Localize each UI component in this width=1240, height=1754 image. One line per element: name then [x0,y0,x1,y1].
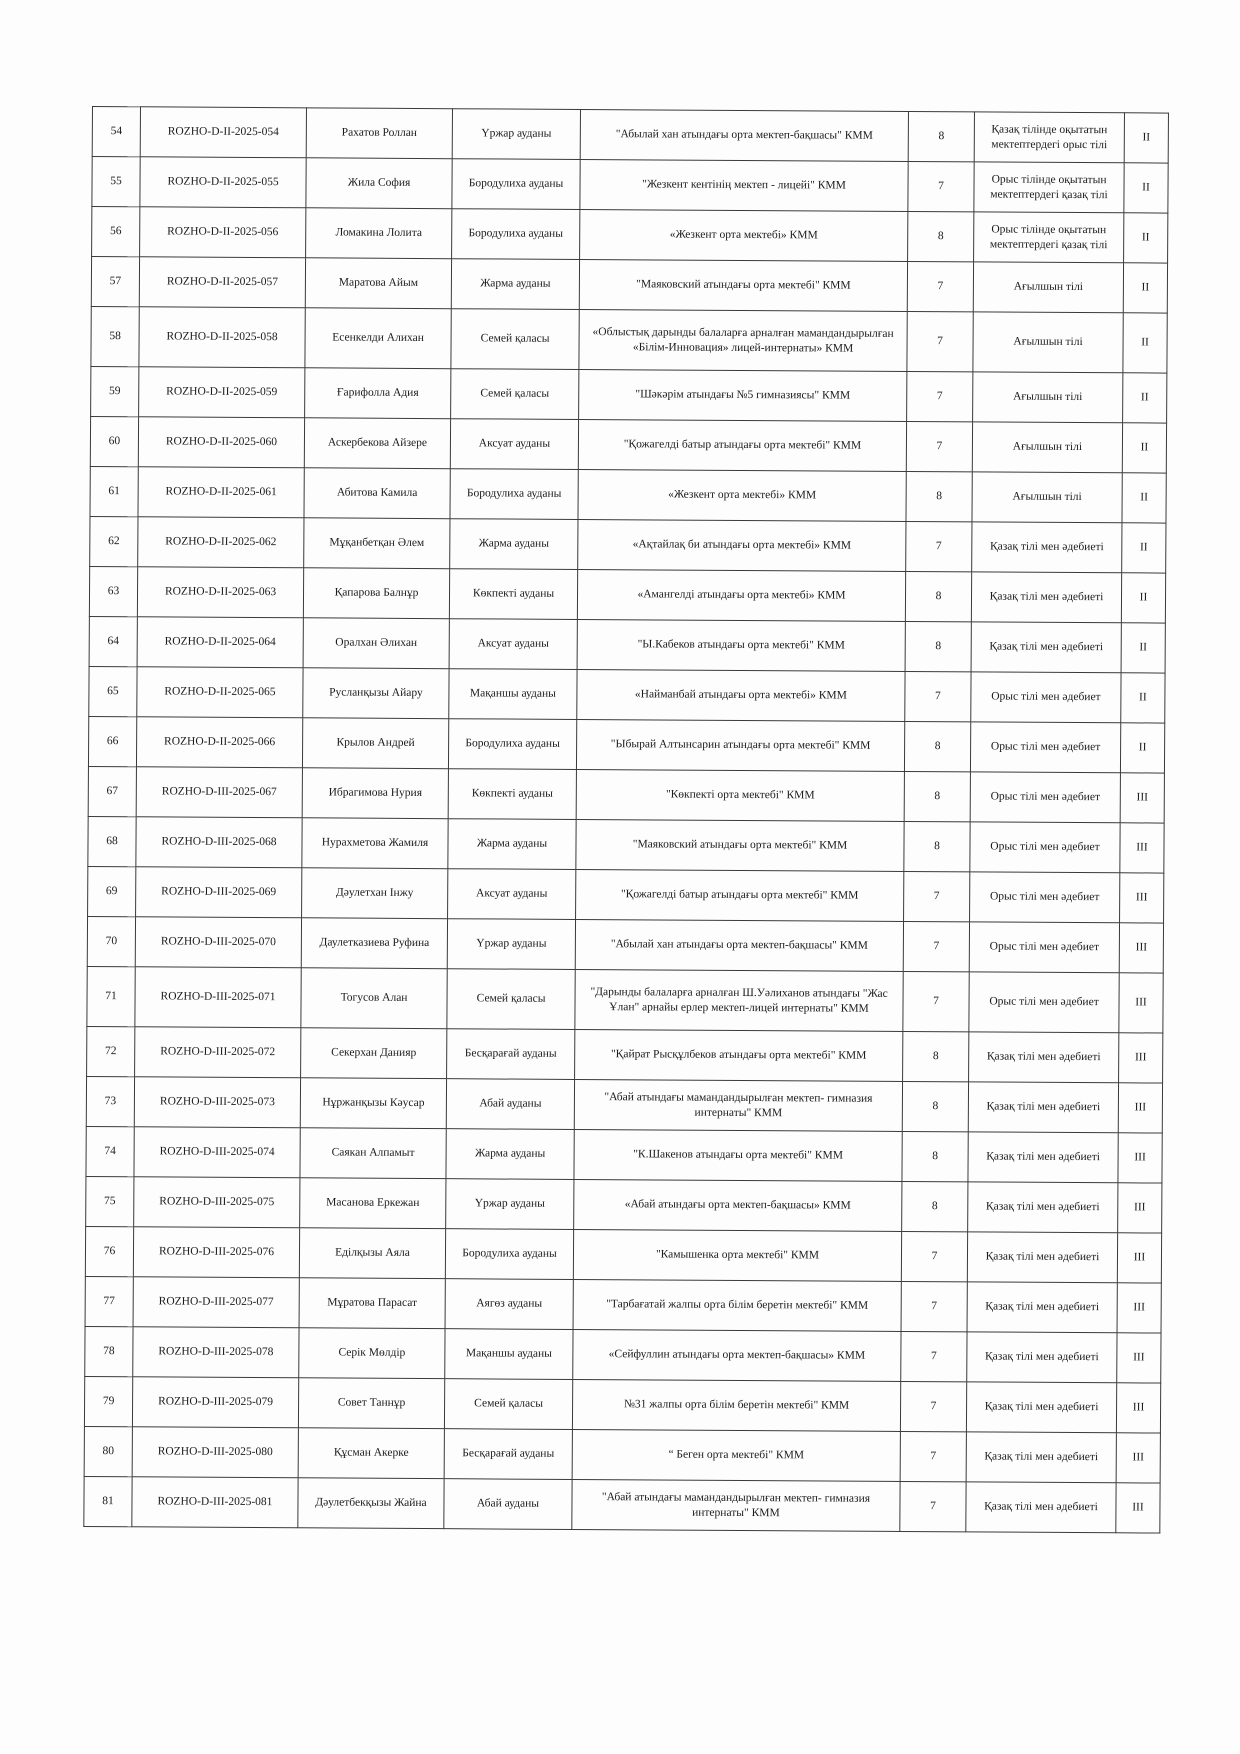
participant-code-cell: ROZHO-D-II-2025-059 [139,367,305,418]
school-cell: "Дарынды балаларға арналған Ш.Уәлиханов атындағы "Жас Ұлан" арнайы ерлер мектеп-лицей интернаты" КММ [575,969,903,1031]
district-cell: Үржар ауданы [447,919,575,970]
table-row [88,866,1164,923]
subject-cell: Қазақ тілі мен әдебиеті [966,1482,1116,1533]
grade-cell: 7 [904,871,970,921]
row-number-cell: 68 [88,816,136,866]
table-row [89,616,1165,673]
level-cell: III [1119,923,1163,973]
district-cell: Бесқарағай ауданы [447,1029,575,1080]
participant-code-cell: ROZHO-D-II-2025-066 [136,717,302,768]
level-cell: III [1117,1333,1161,1383]
subject-cell: Қазақ тілі мен әдебиеті [967,1282,1117,1333]
grade-cell: 8 [906,471,972,521]
participants-table-body [84,107,1169,1534]
subject-cell: Орыс тілі мен әдебиет [970,722,1120,773]
subject-cell: Қазақ тілі мен әдебиеті [972,522,1122,573]
level-cell: II [1121,573,1165,623]
level-cell: II [1123,313,1167,373]
school-cell: «Абай атындағы орта мектеп-бақшасы» КММ [574,1179,902,1231]
table-row [92,157,1168,214]
subject-cell: Орыс тілі мен әдебиет [971,672,1121,723]
table-row [91,306,1167,373]
table-row [91,257,1167,314]
row-number-cell: 58 [91,306,139,366]
participant-code-cell: ROZHO-D-II-2025-055 [140,157,306,208]
participant-code-cell: ROZHO-D-III-2025-070 [135,917,301,968]
level-cell: II [1121,623,1165,673]
school-cell: «Амангелді атындағы орта мектебі» КММ [577,569,905,621]
subject-cell: Ағылшын тілі [972,472,1122,523]
row-number-cell: 81 [84,1476,132,1526]
participant-name-cell: Даулетказиева Руфина [301,918,447,969]
subject-cell: Қазақ тілі мен әдебиеті [967,1232,1117,1283]
grade-cell: 7 [907,311,973,371]
level-cell: III [1118,1133,1162,1183]
table-row [84,1376,1160,1433]
level-cell: II [1124,213,1168,263]
school-cell: "Тарбағатай жалпы орта білім беретін мектебі" КММ [573,1279,901,1331]
table-row [90,516,1166,573]
participant-code-cell: ROZHO-D-III-2025-074 [134,1127,300,1178]
participant-code-cell: ROZHO-D-II-2025-057 [139,257,305,308]
subject-cell: Қазақ тілі мен әдебиеті [968,1132,1118,1183]
participant-name-cell: Рахатов Роллан [306,108,452,159]
school-cell: "Абай атындағы мамандандырылған мектеп- гимназия интернаты" КММ [574,1079,902,1131]
district-cell: Абай ауданы [446,1079,574,1130]
participant-code-cell: ROZHO-D-III-2025-080 [132,1427,298,1478]
grade-cell: 7 [907,261,973,311]
school-cell: "Ыбырай Алтынсарин атындағы орта мектебі" КММ [576,719,904,771]
school-cell: «Жезкент орта мектебі» КММ [580,209,908,261]
district-cell: Семей қаласы [451,369,579,420]
district-cell: Жарма ауданы [446,1129,574,1180]
subject-cell: Ағылшын тілі [973,262,1123,313]
participant-name-cell: Тогусов Алан [301,968,447,1029]
participant-name-cell: Нұржанқызы Кәусар [300,1078,446,1129]
district-cell: Аксуат ауданы [449,619,577,670]
district-cell: Бесқарағай ауданы [444,1429,572,1480]
school-cell: «Облыстық дарынды балаларға арналған мамандандырылған «Білім-Инновация» лицей-интернаты» КММ [579,309,907,371]
row-number-cell: 61 [90,466,138,516]
participant-name-cell: Мұқанбетқан Әлем [304,518,450,569]
subject-cell: Орыс тілі мен әдебиет [969,922,1119,973]
row-number-cell: 76 [85,1226,133,1276]
participant-name-cell: Маратова Айым [305,258,451,309]
district-cell: Көкпекті ауданы [448,769,576,820]
level-cell: II [1122,523,1166,573]
district-cell: Бородулиха ауданы [452,209,580,260]
row-number-cell: 80 [84,1426,132,1476]
participant-code-cell: ROZHO-D-II-2025-058 [139,307,305,368]
district-cell: Абай ауданы [444,1479,572,1530]
participant-name-cell: Қапарова Балнұр [303,568,449,619]
participant-code-cell: ROZHO-D-II-2025-065 [137,667,303,718]
participant-name-cell: Аскербекова Айзере [304,418,450,469]
subject-cell: Ағылшын тілі [973,372,1123,423]
district-cell: Семей қаласы [447,969,575,1030]
district-cell: Мақаншы ауданы [449,669,577,720]
grade-cell: 8 [908,111,974,161]
row-number-cell: 57 [91,257,139,307]
school-cell: "Ы.Кабеков атындағы орта мектебі" КММ [577,619,905,671]
level-cell: III [1119,973,1163,1033]
school-cell: "Абылай хан атындағы орта мектеп-бақшасы" КММ [575,919,903,971]
subject-cell: Орыс тілі мен әдебиет [970,872,1120,923]
school-cell: "Қожагелді батыр атындағы орта мектебі" КММ [576,869,904,921]
row-number-cell: 54 [92,107,140,157]
table-row [92,207,1168,264]
participant-name-cell: Еділқызы Аяла [299,1228,445,1279]
table-row [91,366,1167,423]
row-number-cell: 73 [86,1076,134,1126]
participant-code-cell: ROZHO-D-III-2025-078 [133,1327,299,1378]
school-cell: «Ақтайлақ би атындағы орта мектебі» КММ [578,519,906,571]
school-cell: "Жезкент кентінің мектеп - лицейі" КММ [580,159,908,211]
grade-cell: 8 [903,1031,969,1081]
district-cell: Аягөз ауданы [445,1279,573,1330]
table-row [88,816,1164,873]
school-cell: "Маяковский атындағы орта мектебі" КММ [579,259,907,311]
district-cell: Бородулиха ауданы [448,719,576,770]
district-cell: Жарма ауданы [448,819,576,870]
participant-name-cell: Саякан Алпамыт [300,1128,446,1179]
grade-cell: 8 [904,721,970,771]
subject-cell: Орыс тілі мен әдебиет [970,772,1120,823]
grade-cell: 8 [908,211,974,261]
row-number-cell: 78 [85,1326,133,1376]
participant-name-cell: Серік Мөлдір [299,1328,445,1379]
district-cell: Семей қаласы [451,309,579,370]
participant-name-cell: Совет Таннұр [298,1378,444,1429]
grade-cell: 7 [900,1481,966,1531]
level-cell: III [1116,1383,1160,1433]
participant-code-cell: ROZHO-D-III-2025-072 [135,1027,301,1078]
row-number-cell: 79 [84,1376,132,1426]
grade-cell: 7 [900,1381,966,1431]
grade-cell: 7 [901,1331,967,1381]
grade-cell: 7 [905,671,971,721]
level-cell: II [1121,673,1165,723]
grade-cell: 7 [908,161,974,211]
participant-name-cell: Русланқызы Айару [303,668,449,719]
level-cell: II [1122,473,1166,523]
table-row [86,1076,1162,1133]
grade-cell: 7 [900,1431,966,1481]
participant-name-cell: Дәулетхан Інжу [302,868,448,919]
school-cell: "Шәкәрім атындағы №5 гимназиясы" КММ [579,369,907,421]
district-cell: Көкпекті ауданы [449,569,577,620]
grade-cell: 8 [902,1131,968,1181]
row-number-cell: 70 [87,916,135,966]
participant-code-cell: ROZHO-D-II-2025-060 [138,417,304,468]
subject-cell: Қазақ тілі мен әдебиеті [966,1432,1116,1483]
table-row [86,1176,1162,1233]
district-cell: Бородулиха ауданы [445,1229,573,1280]
level-cell: III [1117,1283,1161,1333]
row-number-cell: 56 [92,207,140,257]
participant-name-cell: Жила София [306,158,452,209]
participant-name-cell: Дәулетбекқызы Жайна [298,1478,444,1529]
row-number-cell: 55 [92,157,140,207]
grade-cell: 7 [906,521,972,571]
school-cell: "Көкпекті орта мектебі" КММ [576,769,904,821]
participant-name-cell: Масанова Еркежан [300,1178,446,1229]
district-cell: Үржар ауданы [452,109,580,160]
grade-cell: 8 [904,771,970,821]
subject-cell: Қазақ тілі мен әдебиеті [971,622,1121,673]
table-row [92,107,1168,164]
participant-code-cell: ROZHO-D-II-2025-056 [140,207,306,258]
table-row [88,716,1164,773]
grade-cell: 8 [905,571,971,621]
school-cell: №31 жалпы орта білім беретін мектебі" КММ [572,1379,900,1431]
participant-name-cell: Нурахметова Жамиля [302,818,448,869]
participant-name-cell: Оралхан Әлихан [303,618,449,669]
level-cell: II [1122,423,1166,473]
subject-cell: Қазақ тілі мен әдебиеті [968,1182,1118,1233]
participant-code-cell: ROZHO-D-III-2025-067 [136,767,302,818]
table-row [84,1476,1160,1533]
grade-cell: 8 [902,1081,968,1131]
row-number-cell: 74 [86,1126,134,1176]
row-number-cell: 66 [88,716,136,766]
level-cell: III [1116,1433,1160,1483]
subject-cell: Орыс тілі мен әдебиет [970,822,1120,873]
school-cell: "Қожагелді батыр атындағы орта мектебі" КММ [578,419,906,471]
participant-code-cell: ROZHO-D-III-2025-073 [134,1077,300,1128]
participant-name-cell: Секерхан Данияр [301,1028,447,1079]
participant-code-cell: ROZHO-D-III-2025-077 [133,1277,299,1328]
row-number-cell: 77 [85,1276,133,1326]
participant-code-cell: ROZHO-D-III-2025-069 [136,867,302,918]
district-cell: Аксуат ауданы [450,419,578,470]
level-cell: III [1119,1033,1163,1083]
row-number-cell: 67 [88,766,136,816]
district-cell: Бородулиха ауданы [452,159,580,210]
participant-name-cell: Крылов Андрей [302,718,448,769]
district-cell: Семей қаласы [444,1379,572,1430]
row-number-cell: 63 [89,566,137,616]
district-cell: Үржар ауданы [446,1179,574,1230]
participants-table [83,106,1169,1534]
subject-cell: Қазақ тілі мен әдебиеті [968,1082,1118,1133]
row-number-cell: 72 [87,1026,135,1076]
level-cell: III [1118,1083,1162,1133]
level-cell: II [1123,373,1167,423]
row-number-cell: 59 [91,366,139,416]
table-row [87,1026,1163,1083]
level-cell: III [1120,823,1164,873]
participant-code-cell: ROZHO-D-III-2025-076 [133,1227,299,1278]
participant-code-cell: ROZHO-D-III-2025-079 [132,1377,298,1428]
table-row [87,916,1163,973]
table-row [84,1426,1160,1483]
row-number-cell: 75 [86,1176,134,1226]
row-number-cell: 69 [88,866,136,916]
grade-cell: 7 [903,971,969,1031]
participant-code-cell: ROZHO-D-III-2025-081 [132,1477,298,1528]
table-row [90,416,1166,473]
grade-cell: 7 [907,371,973,421]
school-cell: “ Беген орта мектебі" КММ [572,1429,900,1481]
school-cell: «Жезкент орта мектебі» КММ [578,469,906,521]
participant-code-cell: ROZHO-D-II-2025-061 [138,467,304,518]
row-number-cell: 60 [90,416,138,466]
table-row [85,1326,1161,1383]
level-cell: II [1123,263,1167,313]
level-cell: II [1120,723,1164,773]
school-cell: «Сейфуллин атындағы орта мектеп-бақшасы» КММ [573,1329,901,1381]
participant-code-cell: ROZHO-D-III-2025-071 [135,967,301,1028]
table-row [89,666,1165,723]
participant-name-cell: Абитова Камила [304,468,450,519]
level-cell: III [1120,773,1164,823]
grade-cell: 8 [902,1181,968,1231]
grade-cell: 7 [901,1231,967,1281]
subject-cell: Қазақ тілі мен әдебиеті [967,1332,1117,1383]
school-cell: "Абылай хан атындағы орта мектеп-бақшасы" КММ [580,109,908,161]
district-cell: Аксуат ауданы [448,869,576,920]
district-cell: Мақаншы ауданы [445,1329,573,1380]
table-row [88,766,1164,823]
school-cell: "Маяковский атындағы орта мектебі" КММ [576,819,904,871]
school-cell: "К.Шакенов атындағы орта мектебі" КММ [574,1129,902,1181]
level-cell: III [1120,873,1164,923]
subject-cell: Қазақ тілінде оқытатын мектептердегі орыс тілі [974,112,1124,163]
district-cell: Жарма ауданы [451,259,579,310]
school-cell: «Найманбай атындағы орта мектебі» КММ [577,669,905,721]
participant-name-cell: Ломакина Лолита [306,208,452,259]
level-cell: II [1124,163,1168,213]
participant-name-cell: Мұратова Парасат [299,1278,445,1329]
table-row [87,966,1163,1033]
subject-cell: Қазақ тілі мен әдебиеті [971,572,1121,623]
grade-cell: 8 [904,821,970,871]
participant-code-cell: ROZHO-D-III-2025-068 [136,817,302,868]
participant-code-cell: ROZHO-D-II-2025-054 [140,107,306,158]
subject-cell: Орыс тілінде оқытатын мектептердегі қазақ тілі [974,212,1124,263]
level-cell: II [1124,113,1168,163]
school-cell: "Қайрат Рысқұлбеков атындағы орта мектебі" КММ [575,1029,903,1081]
row-number-cell: 64 [89,616,137,666]
grade-cell: 8 [905,621,971,671]
grade-cell: 7 [903,921,969,971]
row-number-cell: 65 [89,666,137,716]
level-cell: III [1117,1233,1161,1283]
level-cell: III [1118,1183,1162,1233]
grade-cell: 7 [901,1281,967,1331]
subject-cell: Ағылшын тілі [973,312,1123,373]
subject-cell: Ағылшын тілі [972,422,1122,473]
grade-cell: 7 [906,421,972,471]
school-cell: "Абай атындағы мамандандырылған мектеп- гимназия интернаты" КММ [572,1479,900,1531]
table-row [89,566,1165,623]
subject-cell: Орыс тілі мен әдебиет [969,972,1119,1033]
table-row [85,1276,1161,1333]
participant-code-cell: ROZHO-D-II-2025-062 [138,517,304,568]
row-number-cell: 71 [87,966,135,1026]
participant-code-cell: ROZHO-D-II-2025-063 [137,567,303,618]
row-number-cell: 62 [90,516,138,566]
participant-name-cell: Есенкелди Алихан [305,308,451,369]
table-row [90,466,1166,523]
subject-cell: Орыс тілінде оқытатын мектептердегі қазақ тілі [974,162,1124,213]
subject-cell: Қазақ тілі мен әдебиеті [969,1032,1119,1083]
participant-name-cell: Ибрагимова Нурия [302,768,448,819]
participant-code-cell: ROZHO-D-II-2025-064 [137,617,303,668]
table-row [86,1126,1162,1183]
district-cell: Бородулиха ауданы [450,469,578,520]
participant-name-cell: Ғарифолла Адия [305,368,451,419]
participant-name-cell: Құсман Акерке [298,1428,444,1479]
district-cell: Жарма ауданы [450,519,578,570]
subject-cell: Қазақ тілі мен әдебиеті [966,1382,1116,1433]
table-row [85,1226,1161,1283]
school-cell: "Камышенка орта мектебі" КММ [573,1229,901,1281]
level-cell: III [1116,1483,1160,1533]
participant-code-cell: ROZHO-D-III-2025-075 [134,1177,300,1228]
